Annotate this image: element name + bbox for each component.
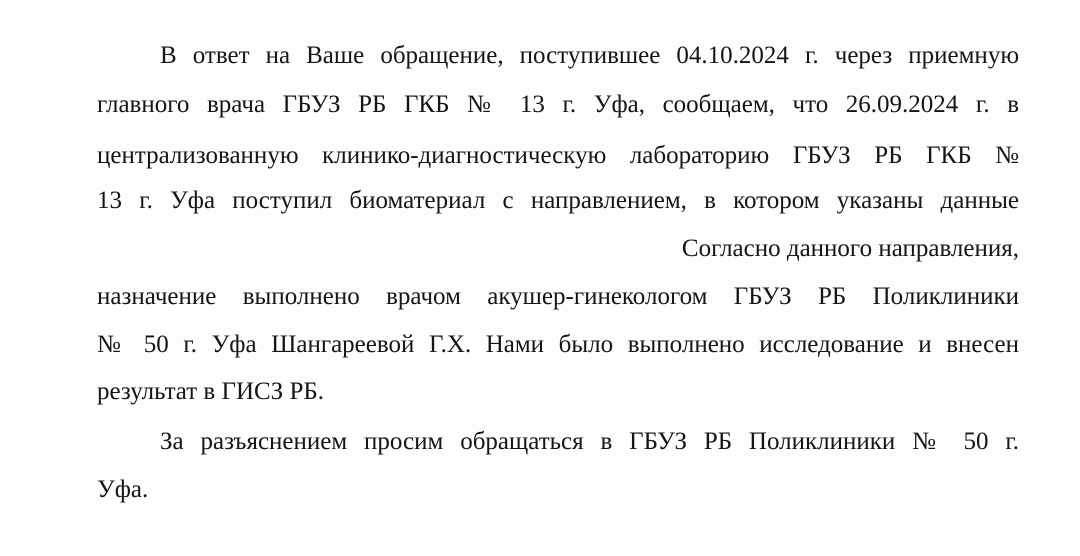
paragraph-2-line-2: Уфа. (97, 476, 149, 503)
paragraph-2-line-1: За разъяснением просим обращаться в ГБУЗ РБ Поликлиники № 50 г. (160, 428, 1019, 455)
paragraph-1-line-8: результат в ГИСЗ РБ. (97, 378, 324, 405)
paragraph-1-line-2: главного врача ГБУЗ РБ ГКБ № 13 г. Уфа, сообщаем, что 26.09.2024 г. в (97, 91, 1019, 118)
paragraph-1-line-5: Согласно данного направления, (681, 235, 1019, 262)
paragraph-1-line-3: централизованную клинико-диагностическую лабораторию ГБУЗ РБ ГКБ № (97, 142, 1019, 169)
paragraph-1-line-7: № 50 г. Уфа Шангареевой Г.Х. Нами было выполнено исследование и внесен (97, 331, 1019, 358)
paragraph-1-line-4: 13 г. Уфа поступил биоматериал с направлением, в котором указаны данные (97, 187, 1019, 214)
paragraph-1-line-1: В ответ на Ваше обращение, поступившее 04.10.2024 г. через приемную (160, 42, 1019, 69)
paragraph-1-line-6: назначение выполнено врачом акушер-гинекологом ГБУЗ РБ Поликлиники (97, 283, 1019, 310)
